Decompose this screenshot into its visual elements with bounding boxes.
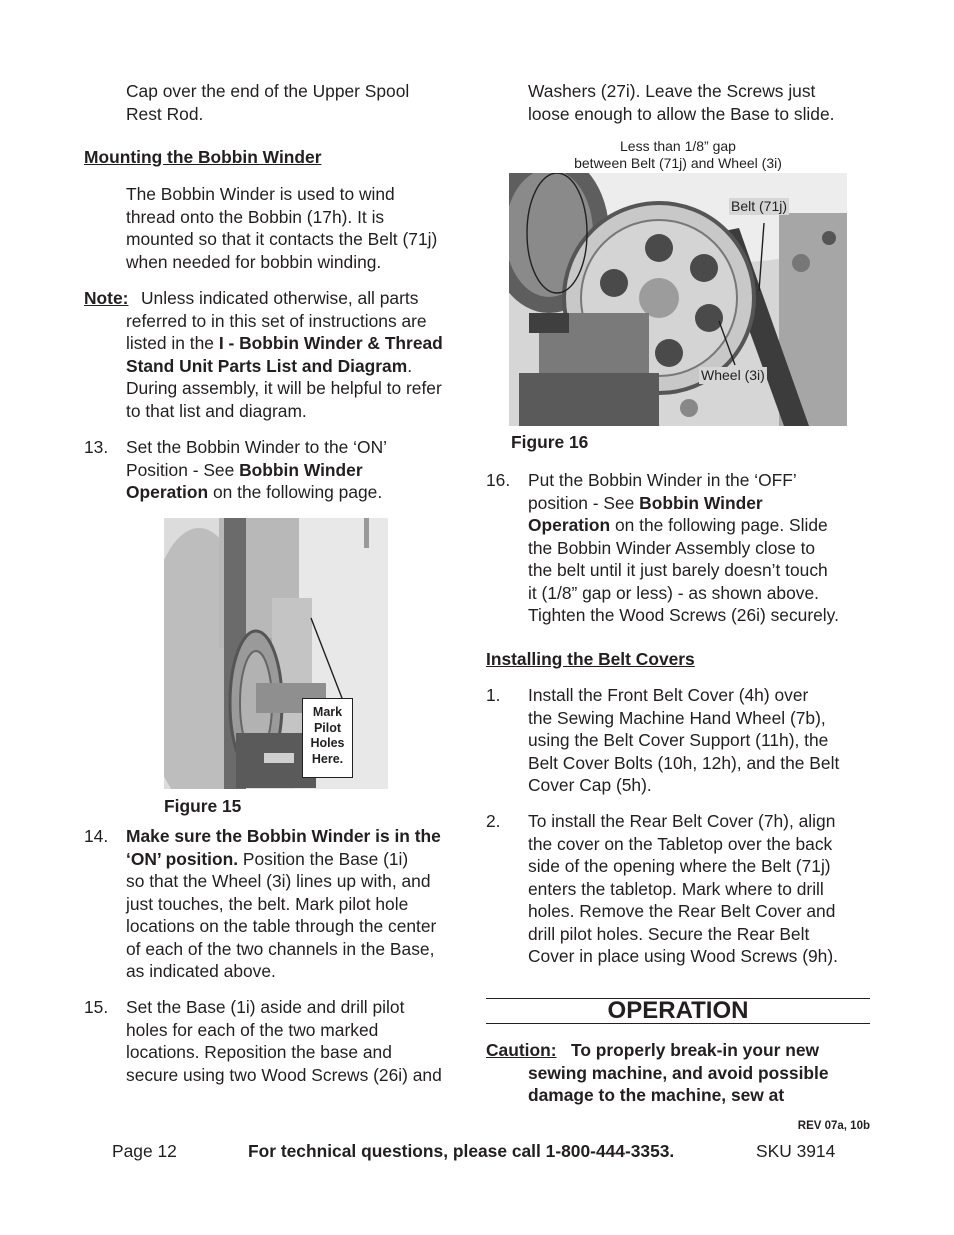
bobbin-winder-description [126, 183, 437, 273]
text-span: position - See [528, 492, 640, 513]
text-line: the Sewing Machine Hand Wheel (7b), [528, 707, 826, 728]
figure-16-gap-note [509, 138, 847, 172]
text-line: enters the tabletop. Mark where to drill [528, 878, 824, 899]
text-line: During assembly, it will be helpful to refer [126, 378, 442, 398]
figure-15-photo [164, 518, 388, 789]
text-line: mounted so that it contacts the Belt (71j) [126, 229, 438, 249]
section-heading-belt-covers: Installing the Belt Covers [486, 649, 695, 669]
text-span: Position - See [126, 459, 240, 480]
section-heading-bobbin-winder: Mounting the Bobbin Winder [84, 147, 322, 167]
wheel-label: Wheel (3i) [701, 367, 765, 383]
text-line: to that list and diagram. [126, 400, 307, 421]
text-line: Tighten the Wood Screws (26i) securely. [528, 605, 839, 625]
text-line: drill pilot holes. Secure the Rear Belt [528, 923, 810, 944]
belt-cover-step-1 [486, 684, 886, 799]
revision-label: REV 07a, 10b [797, 1120, 870, 1132]
text-line: Set the Base (1i) aside and drill pilot [126, 997, 405, 1017]
text-line: To install the Rear Belt Cover (7h), align [528, 811, 836, 831]
text-span: ‘ON’ position. [126, 848, 239, 869]
text-line [126, 355, 412, 378]
text-span: listed in the [126, 333, 219, 353]
text-line [126, 848, 408, 871]
text-line: it (1/8” gap or less) - as shown above. [528, 582, 819, 603]
text-line: loose enough to allow the Base to slide. [528, 103, 835, 124]
step-14 [84, 825, 484, 985]
text-line: damage to the machine, sew at [528, 1085, 785, 1105]
text-line: so that the Wheel (3i) lines up with, and [126, 871, 431, 891]
text-line: To properly break-in your new [571, 1040, 820, 1060]
text-line: Belt Cover Bolts (10h, 12h), and the Belt [528, 752, 840, 773]
step-number: 13. [84, 437, 109, 457]
step-number: 14. [84, 826, 109, 846]
belt-wheel-illustration [509, 173, 847, 426]
parts-list-reference: I - Bobbin Winder & Thread [218, 333, 443, 353]
text-line: Install the Front Belt Cover (4h) over [528, 685, 809, 705]
text-line [126, 481, 382, 504]
step-number: 1. [486, 685, 501, 705]
operation-heading: OPERATION [607, 997, 749, 1024]
figure-16-caption: Figure 16 [511, 432, 589, 452]
text-line: when needed for bobbin winding. [126, 251, 382, 272]
step-13 [84, 436, 484, 504]
page-number: Page 12 [112, 1141, 177, 1161]
left-intro [126, 80, 409, 125]
text-line: Unless indicated otherwise, all parts [141, 288, 419, 308]
text-span: on the following page. [208, 482, 383, 502]
text-line: Less than 1/8” gap [620, 138, 736, 154]
caution-label: Caution: [486, 1040, 557, 1060]
text-line: thread onto the Bobbin (17h). It is [126, 206, 385, 227]
text-line: just touches, the belt. Mark pilot hole [126, 893, 409, 914]
belt-label: Belt (71j) [731, 198, 788, 214]
parts-list-reference: Stand Unit Parts List and Diagram [126, 355, 408, 376]
text-line [528, 514, 828, 537]
text-line: Rest Rod. [126, 103, 204, 124]
operation-bottom-rule [486, 1023, 870, 1024]
text-line [126, 332, 443, 355]
text-line: Put the Bobbin Winder in the ‘OFF’ [528, 470, 797, 490]
text-line [126, 459, 363, 482]
text-span: on the following page. Slide [610, 515, 828, 535]
text-line: locations. Reposition the base and [126, 1042, 392, 1062]
mark-pilot-holes-callout [302, 698, 353, 778]
section-reference: Bobbin Winder [239, 459, 363, 480]
figure-16-photo [509, 173, 847, 426]
caution-block [486, 1039, 886, 1109]
text-span: Position the Base (1i) [238, 848, 409, 869]
callout-line: Here. [311, 751, 344, 766]
text-line: locations on the table through the center [126, 916, 437, 936]
text-line: the Bobbin Winder Assembly close to [528, 537, 816, 558]
section-reference: Operation [126, 482, 209, 502]
text-line: the cover on the Tabletop over the back [528, 833, 833, 854]
text-line: between Belt (71j) and Wheel (3i) [574, 155, 782, 171]
text-line: Washers (27i). Leave the Screws just [528, 81, 816, 101]
right-intro [528, 80, 834, 125]
section-reference: Bobbin Winder [639, 492, 763, 513]
note-label: Note: [84, 288, 129, 308]
callout-line: Holes [310, 736, 345, 750]
text-line: of each of the two channels in the Base, [126, 938, 435, 959]
text-line: Cap over the end of the Upper Spool [126, 81, 410, 101]
text-span: . [407, 355, 413, 376]
step-number: 16. [486, 470, 511, 490]
text-line: Cover in place using Wood Screws (9h). [528, 946, 838, 966]
note-block [84, 287, 484, 427]
text-line: Make sure the Bobbin Winder is in the [126, 826, 441, 846]
text-line: Set the Bobbin Winder to the ‘ON’ [126, 437, 387, 457]
step-number: 15. [84, 997, 109, 1017]
text-line: as indicated above. [126, 961, 276, 981]
callout-line: Mark [312, 705, 343, 719]
callout-line: Pilot [313, 720, 342, 735]
section-reference: Operation [528, 515, 611, 535]
text-line: secure using two Wood Screws (26i) and [126, 1064, 442, 1085]
figure-15-caption: Figure 15 [164, 796, 242, 816]
text-line: the belt until it just barely doesn’t touch [528, 560, 828, 580]
text-line: using the Belt Cover Support (11h), the [528, 730, 829, 750]
text-line: holes. Remove the Rear Belt Cover and [528, 901, 836, 921]
step-number: 2. [486, 811, 501, 831]
bobbin-winder-base-illustration [164, 518, 388, 789]
text-line: The Bobbin Winder is used to wind [126, 184, 395, 204]
text-line: holes for each of the two marked [126, 1019, 379, 1040]
text-line: referred to in this set of instructions are [126, 310, 427, 331]
text-line [528, 492, 763, 515]
sku-number: SKU 3914 [756, 1141, 836, 1161]
text-line: side of the opening where the Belt (71j) [528, 856, 831, 876]
technical-support-phone: For technical questions, please call 1-800-444-3353. [248, 1141, 675, 1161]
belt-cover-step-2 [486, 810, 886, 970]
text-line: Cover Cap (5h). [528, 775, 652, 795]
text-line: sewing machine, and avoid possible [528, 1062, 829, 1083]
step-15 [84, 996, 484, 1088]
step-16 [486, 469, 886, 629]
